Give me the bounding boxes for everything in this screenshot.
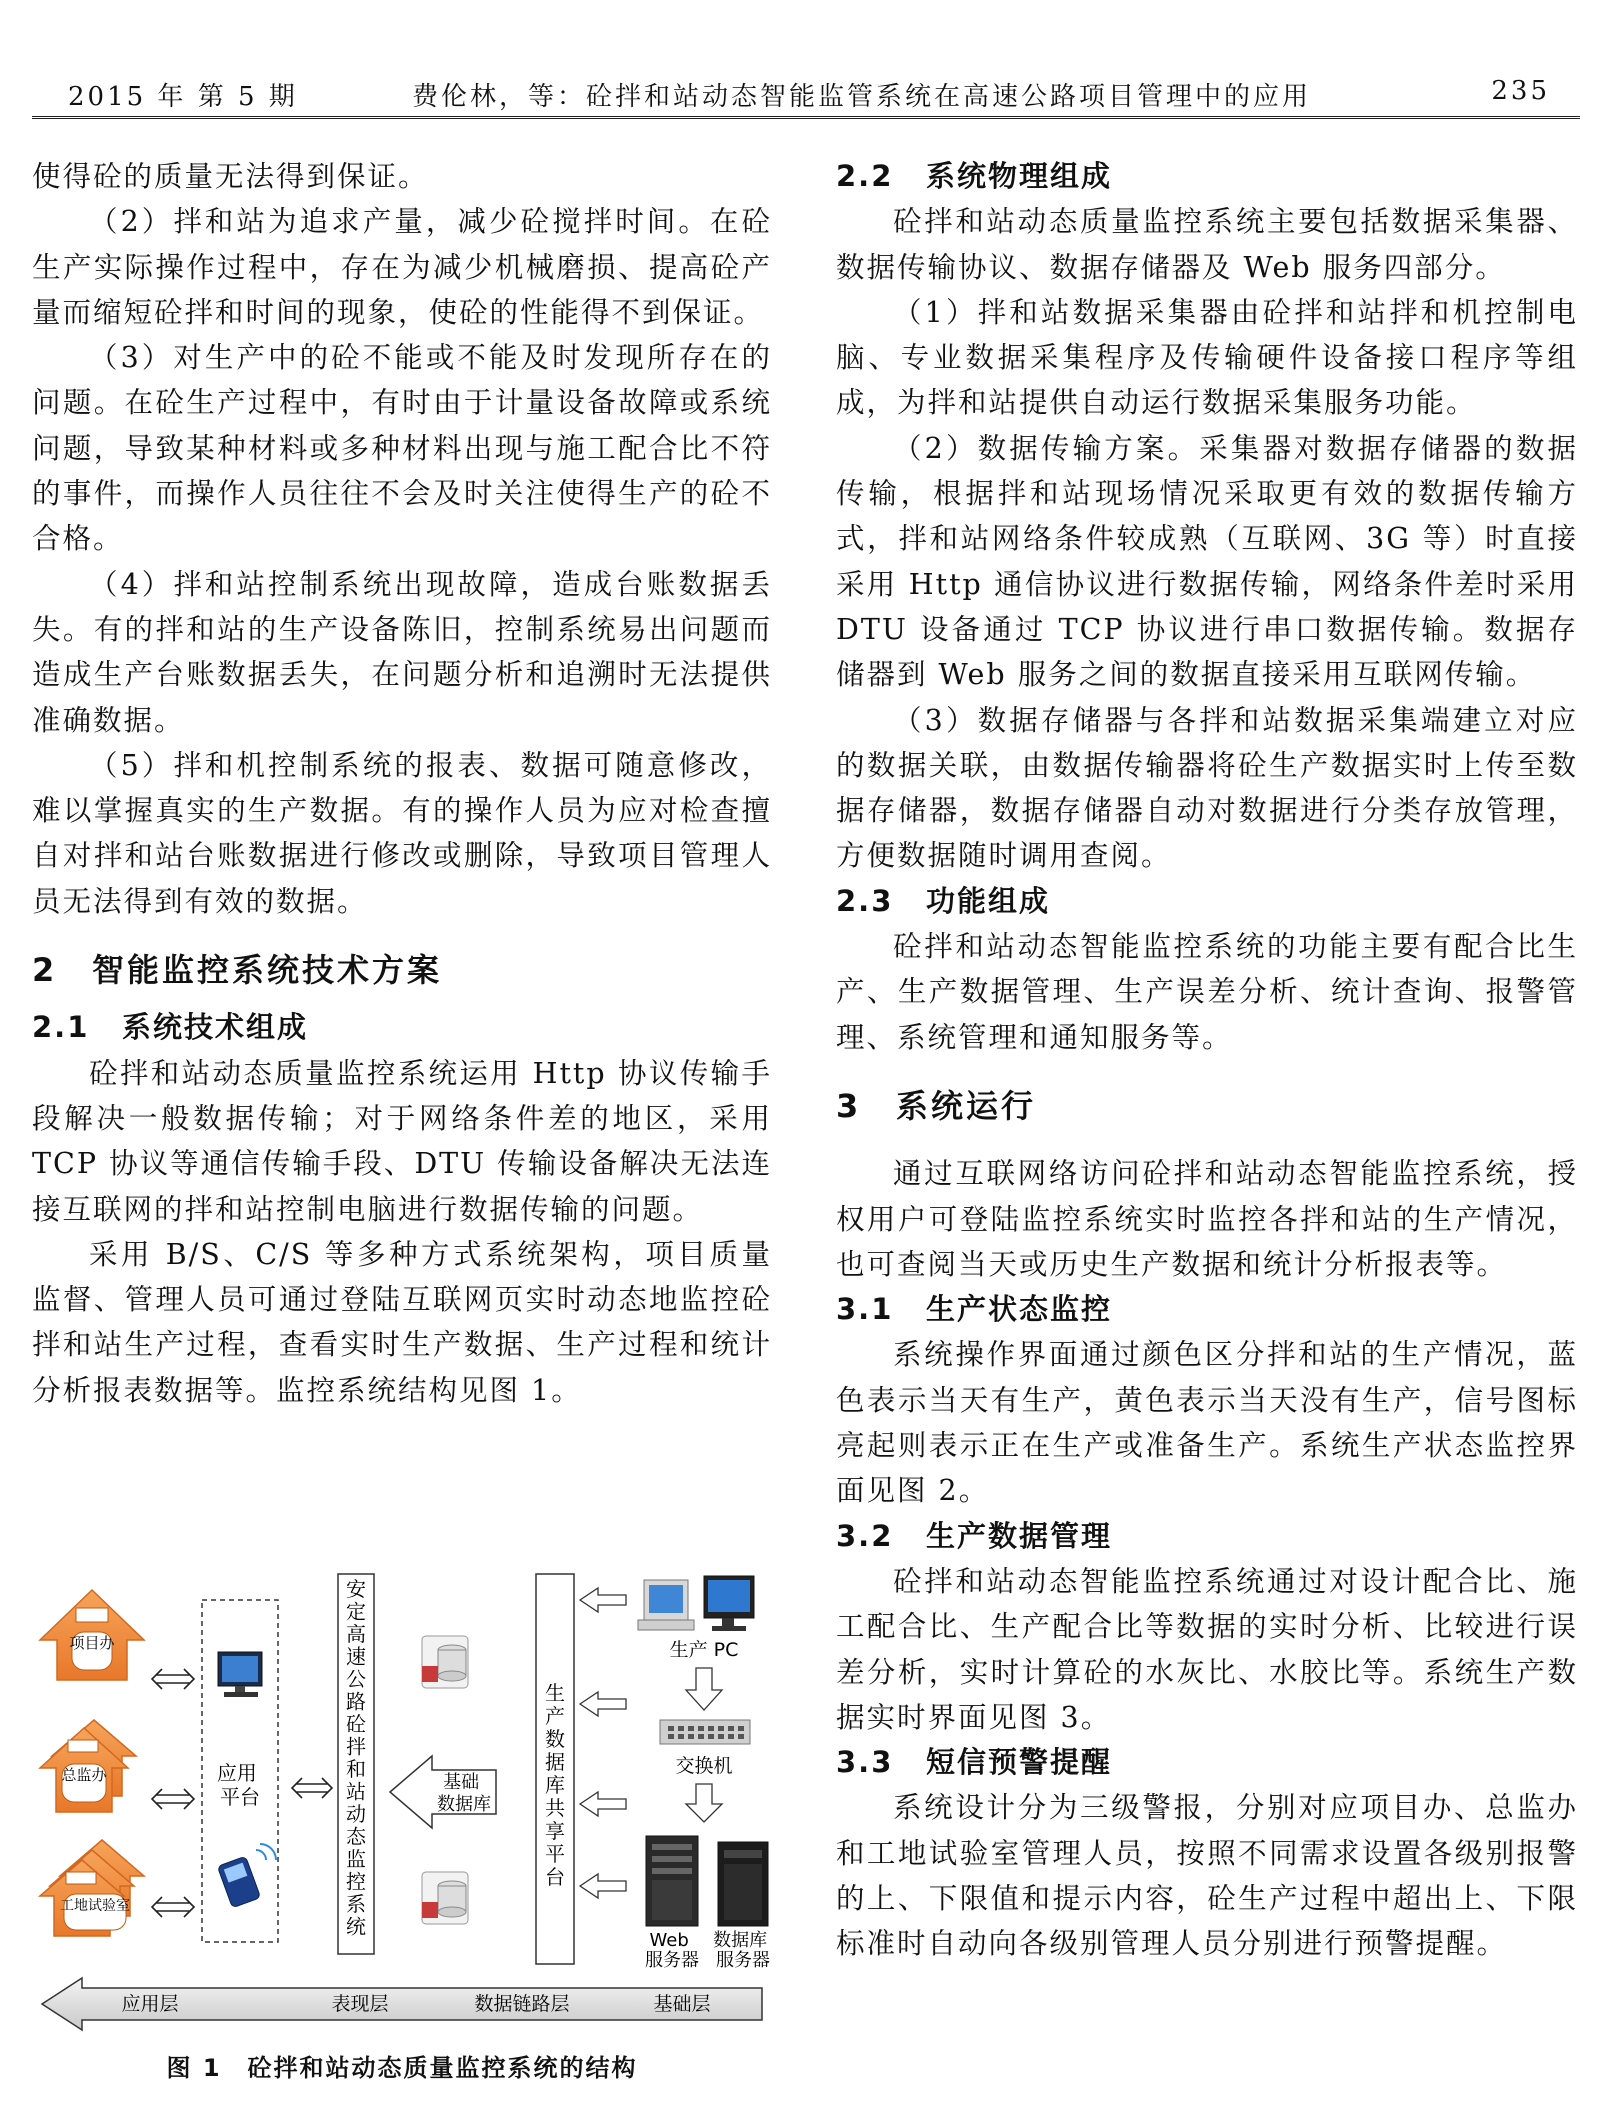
right-column (836, 154, 1578, 1967)
database-icon (422, 1636, 468, 1688)
section-heading-3: 3 系统运行 (836, 1086, 1037, 1125)
layer-base: 基础层 (653, 1993, 711, 2015)
production-pc-icon (638, 1576, 754, 1631)
paragraph: （3）数据存储器与各拌和站数据采集端建立对应的数据关联，由数据传输器将砼生产数据实时上传至数据存储器，数据存储器自动对数据进行分类存放管理，方便数据随时调用查阅。 (836, 703, 1578, 873)
subsection-heading-2-3: 2.3 功能组成 (836, 883, 1051, 918)
layer-datalink: 数据链路层 (474, 1993, 570, 2015)
base-db-label: 基础 数据库 (437, 1772, 491, 1815)
down-arrow-icon (686, 1784, 722, 1822)
journal-issue: 2015 年 第 5 期 (68, 82, 298, 112)
paragraph: 系统设计分为三级警报，分别对应项目办、总监办和工地试验室管理人员，按照不同需求设置各级别报警的上、下限值和提示内容，砼生产过程中超出上、下限标准时自动向各级别管理人员分别进行预警提醒。 (836, 1791, 1578, 1961)
platform-label: 应用 平台 (216, 1761, 260, 1809)
running-header (32, 72, 1580, 119)
shared-platform-label: 生产数据库共享平台 (545, 1681, 565, 1889)
hollow-arrow-icon (580, 1588, 626, 1898)
db-server-label: 数据库 服务器 (713, 1930, 770, 1971)
paragraph: 通过互联网络访问砼拌和站动态智能监控系统，授权用户可登陆监控系统实时监控各拌和站的生产情况，也可查阅当天或历史生产数据和统计分析报表等。 (836, 1157, 1578, 1281)
section-heading-2: 2 智能监控系统技术方案 (32, 951, 443, 990)
paragraph: （4）拌和站控制系统出现故障，造成台账数据丢失。有的拌和站的生产设备陈旧，控制系统易出问题而造成生产台账数据丢失，在问题分析和追溯时无法提供准确数据。 (32, 567, 772, 737)
paragraph: 砼拌和站动态智能监控系统通过对设计配合比、施工配合比、生产配合比等数据的实时分析、比较进行误差分析，实时计算砼的水灰比、水胶比等。系统生产数据实时界面见图 3。 (836, 1564, 1578, 1734)
paragraph: 使得砼的质量无法得到保证。 (32, 160, 429, 193)
paragraph: （2）数据传输方案。采集器对数据存储器的数据传输，根据拌和站现场情况采取更有效的数据传输方式，拌和站网络条件较成熟（互联网、3G 等）时直接采用 Http 通信协议进行数据传输，网络条件差时采用 DTU 设备通过 TCP 协议进行串口数据传输。数据存储器到 Web 服务之间的数据直接采用互联网传输。 (836, 431, 1578, 692)
web-server-icon (646, 1836, 698, 1926)
database-icon (422, 1872, 468, 1924)
subsection-heading-2-1: 2.1 系统技术组成 (32, 1010, 309, 1045)
figure-caption: 图 1 砼拌和站动态质量监控系统的结构 (166, 2054, 638, 2082)
down-arrow-icon (686, 1668, 722, 1710)
page-number: 235 (1491, 76, 1550, 106)
left-column (32, 154, 772, 1413)
network-switch-icon (660, 1720, 750, 1744)
web-server-label: Web 服务器 (645, 1930, 699, 1971)
system-label: 安定高速公路砼拌和站动态监控系统 (346, 1577, 366, 1939)
database-server-icon (718, 1842, 768, 1926)
pc-label: 生产 PC (669, 1639, 739, 1661)
subsection-heading-3-2: 3.2 生产数据管理 (836, 1518, 1113, 1553)
subsection-heading-3-3: 3.3 短信预警提醒 (836, 1745, 1113, 1780)
mobile-phone-icon (217, 1844, 276, 1908)
switch-label: 交换机 (675, 1755, 733, 1777)
layer-application: 应用层 (121, 1993, 179, 2015)
running-title: 费伦林，等：砼拌和站动态智能监管系统在高速公路项目管理中的应用 (412, 82, 1312, 112)
paragraph: 砼拌和站动态智能监控系统的功能主要有配合比生产、生产数据管理、生产误差分析、统计查询、报警管理、系统管理和通知服务等。 (836, 930, 1578, 1054)
paragraph: 采用 B/S、C/S 等多种方式系统架构，项目质量监督、管理人员可通过登陆互联网页实时动态地监控砼拌和站生产过程，查看实时生产数据、生产过程和统计分析报表数据等。监控系统结构见图 1。 (32, 1237, 772, 1407)
system-structure-diagram (32, 1560, 772, 2040)
house-icon (40, 1840, 144, 1936)
layer-presentation: 表现层 (331, 1993, 389, 2015)
paragraph: 砼拌和站动态质量监控系统运用 Http 协议传输手段解决一般数据传输；对于网络条件差的地区，采用 TCP 协议等通信传输手段、DTU 传输设备解决无法连接互联网的拌和站控制电脑进行数据传输的问题。 (32, 1056, 772, 1226)
house-label-1: 项目办 (69, 1634, 115, 1652)
figure-1 (32, 1560, 772, 2090)
paragraph: （2）拌和站为追求产量，减少砼搅拌时间。在砼生产实际操作过程中，存在为减少机械磨损、提高砼产量而缩短砼拌和时间的现象，使砼的性能得不到保证。 (32, 205, 772, 329)
computer-icon (218, 1652, 262, 1697)
paragraph: 系统操作界面通过颜色区分拌和站的生产情况，蓝色表示当天有生产，黄色表示当天没有生产，信号图标亮起则表示正在生产或准备生产。系统生产状态监控界面见图 2。 (836, 1338, 1578, 1508)
house-label-3: 工地试验室 (60, 1898, 130, 1914)
paragraph: （3）对生产中的砼不能或不能及时发现所存在的问题。在砼生产过程中，有时由于计量设备故障或系统问题，导致某种材料或多种材料出现与施工配合比不符的事件，而操作人员往往不会及时关注使得生产的砼不合格。 (32, 341, 772, 556)
paragraph: （5）拌和机控制系统的报表、数据可随意修改，难以掌握真实的生产数据。有的操作人员为应对检查擅自对拌和站台账数据进行修改或删除，导致项目管理人员无法得到有效的数据。 (32, 748, 772, 918)
subsection-heading-2-2: 2.2 系统物理组成 (836, 159, 1113, 193)
paragraph: 砼拌和站动态质量监控系统主要包括数据采集器、数据传输协议、数据存储器及 Web 服务四部分。 (836, 205, 1578, 284)
subsection-heading-3-1: 3.1 生产状态监控 (836, 1292, 1113, 1327)
paragraph: （1）拌和站数据采集器由砼拌和站拌和机控制电脑、专业数据采集程序及传输硬件设备接口程序等组成，为拌和站提供自动运行数据采集服务功能。 (836, 295, 1578, 420)
house-label-2: 总监办 (61, 1766, 107, 1784)
